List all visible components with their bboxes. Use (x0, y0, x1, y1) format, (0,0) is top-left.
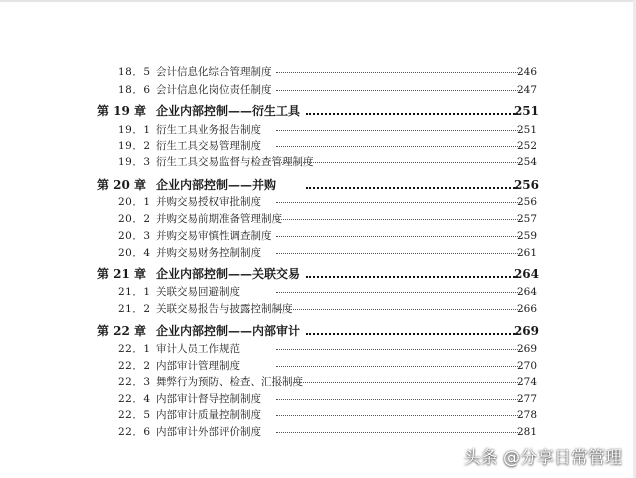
chapter-title: 企业内部控制——并购 (156, 178, 277, 192)
toc-section-row[interactable] (0, 283, 636, 301)
toc-section-row[interactable] (0, 193, 636, 211)
page-number: 257 (516, 213, 537, 225)
section-title: 并购交易审慎性调查制度 (156, 230, 272, 242)
page-number: 251 (513, 104, 539, 118)
section-title: 并购交易前期准备管理制度 (156, 213, 282, 225)
chapter-number: 第 20 章 (97, 178, 147, 192)
dot-leader (306, 322, 518, 335)
dot-leader (276, 137, 520, 147)
section-number: 20．2 (118, 213, 151, 225)
page-number: 269 (513, 324, 539, 338)
section-title: 内部审计管理制度 (156, 360, 240, 372)
chapter-number: 第 22 章 (97, 324, 147, 338)
page-number: 274 (516, 376, 537, 388)
toc-section-row[interactable] (0, 406, 636, 424)
dot-leader (276, 423, 520, 433)
section-number: 22．5 (118, 409, 151, 421)
toc-section-row[interactable] (0, 340, 636, 358)
dot-leader (306, 102, 518, 115)
dot-leader (276, 300, 520, 310)
section-title: 并购交易授权审批制度 (156, 196, 261, 208)
page-number: 252 (516, 140, 537, 152)
toc-section-row[interactable] (0, 244, 636, 262)
section-number: 20．4 (118, 247, 151, 259)
section-title: 审计人员工作规范 (156, 343, 240, 355)
chapter-number: 第 19 章 (97, 104, 147, 118)
toc-section-row[interactable] (0, 300, 636, 318)
toc-section-row[interactable] (0, 227, 636, 245)
section-number: 21．1 (118, 286, 151, 298)
page-number: 251 (516, 124, 537, 136)
section-title: 衍生工具业务报告制度 (156, 124, 261, 136)
page-number: 256 (513, 178, 539, 192)
toc-chapter-row[interactable] (0, 265, 636, 283)
toc-chapter-row[interactable] (0, 102, 636, 120)
dot-leader (276, 390, 520, 400)
chapter-title: 企业内部控制——关联交易 (156, 267, 301, 281)
section-number: 22．6 (118, 426, 151, 438)
section-number: 18．6 (118, 84, 151, 96)
toc-section-row[interactable] (0, 153, 636, 171)
dot-leader (276, 357, 520, 367)
section-number: 22．1 (118, 343, 151, 355)
chapter-title: 企业内部控制——内部审计 (156, 324, 301, 338)
section-number: 22．4 (118, 393, 151, 405)
toc-section-row[interactable] (0, 423, 636, 441)
section-number: 19．3 (118, 156, 151, 168)
dot-leader (276, 121, 520, 131)
dot-leader (276, 373, 520, 383)
page-number: 254 (516, 156, 537, 168)
section-number: 19．2 (118, 140, 151, 152)
toc-section-row[interactable] (0, 210, 636, 228)
dot-leader (276, 63, 520, 73)
section-title: 衍生工具交易监督与检查管理制度 (156, 156, 314, 168)
section-title: 内部审计督导控制制度 (156, 393, 261, 405)
section-number: 20．3 (118, 230, 151, 242)
page-number: 270 (516, 360, 537, 372)
section-title: 会计信息化岗位责任制度 (156, 84, 272, 96)
section-title: 并购交易财务控制制度 (156, 247, 261, 259)
dot-leader (276, 244, 520, 254)
dot-leader (276, 340, 520, 350)
section-title: 关联交易回避制度 (156, 286, 240, 298)
section-title: 内部审计质量控制制度 (156, 409, 261, 421)
page-number: 281 (516, 426, 537, 438)
dot-leader (306, 265, 518, 278)
page-number: 246 (516, 66, 537, 78)
section-title: 内部审计外部评价制度 (156, 426, 261, 438)
dot-leader (276, 406, 520, 416)
chapter-number: 第 21 章 (97, 267, 147, 281)
dot-leader (276, 210, 520, 220)
page-number: 256 (516, 196, 537, 208)
section-number: 22．2 (118, 360, 151, 372)
watermark: 头条 @分享日常管理 (463, 448, 622, 468)
page-number: 264 (516, 286, 537, 298)
page-number: 259 (516, 230, 537, 242)
toc-chapter-row[interactable] (0, 322, 636, 340)
dot-leader (276, 227, 520, 237)
section-title: 会计信息化综合管理制度 (156, 66, 272, 78)
chapter-title: 企业内部控制——衍生工具 (156, 104, 301, 118)
page-number: 277 (516, 393, 537, 405)
dot-leader (276, 81, 520, 91)
toc-section-row[interactable] (0, 63, 636, 81)
page-number: 247 (516, 84, 537, 96)
page-number: 269 (516, 343, 537, 355)
page-number: 278 (516, 409, 537, 421)
toc-section-row[interactable] (0, 373, 636, 391)
toc-section-row[interactable] (0, 81, 636, 99)
dot-leader (276, 153, 520, 163)
section-number: 20．1 (118, 196, 151, 208)
section-number: 19．1 (118, 124, 151, 136)
page-number: 266 (516, 303, 537, 315)
section-title: 关联交易报告与披露控制制度 (156, 303, 293, 315)
toc-chapter-row[interactable] (0, 176, 636, 194)
dot-leader (276, 193, 520, 203)
section-number: 18．5 (118, 66, 151, 78)
page-number: 264 (513, 267, 539, 281)
section-title: 舞弊行为预防、检查、汇报制度 (156, 376, 303, 388)
page-number: 261 (516, 247, 537, 259)
section-title: 衍生工具交易管理制度 (156, 140, 261, 152)
section-number: 22．3 (118, 376, 151, 388)
dot-leader (306, 176, 518, 189)
dot-leader (276, 283, 520, 293)
section-number: 21．2 (118, 303, 151, 315)
